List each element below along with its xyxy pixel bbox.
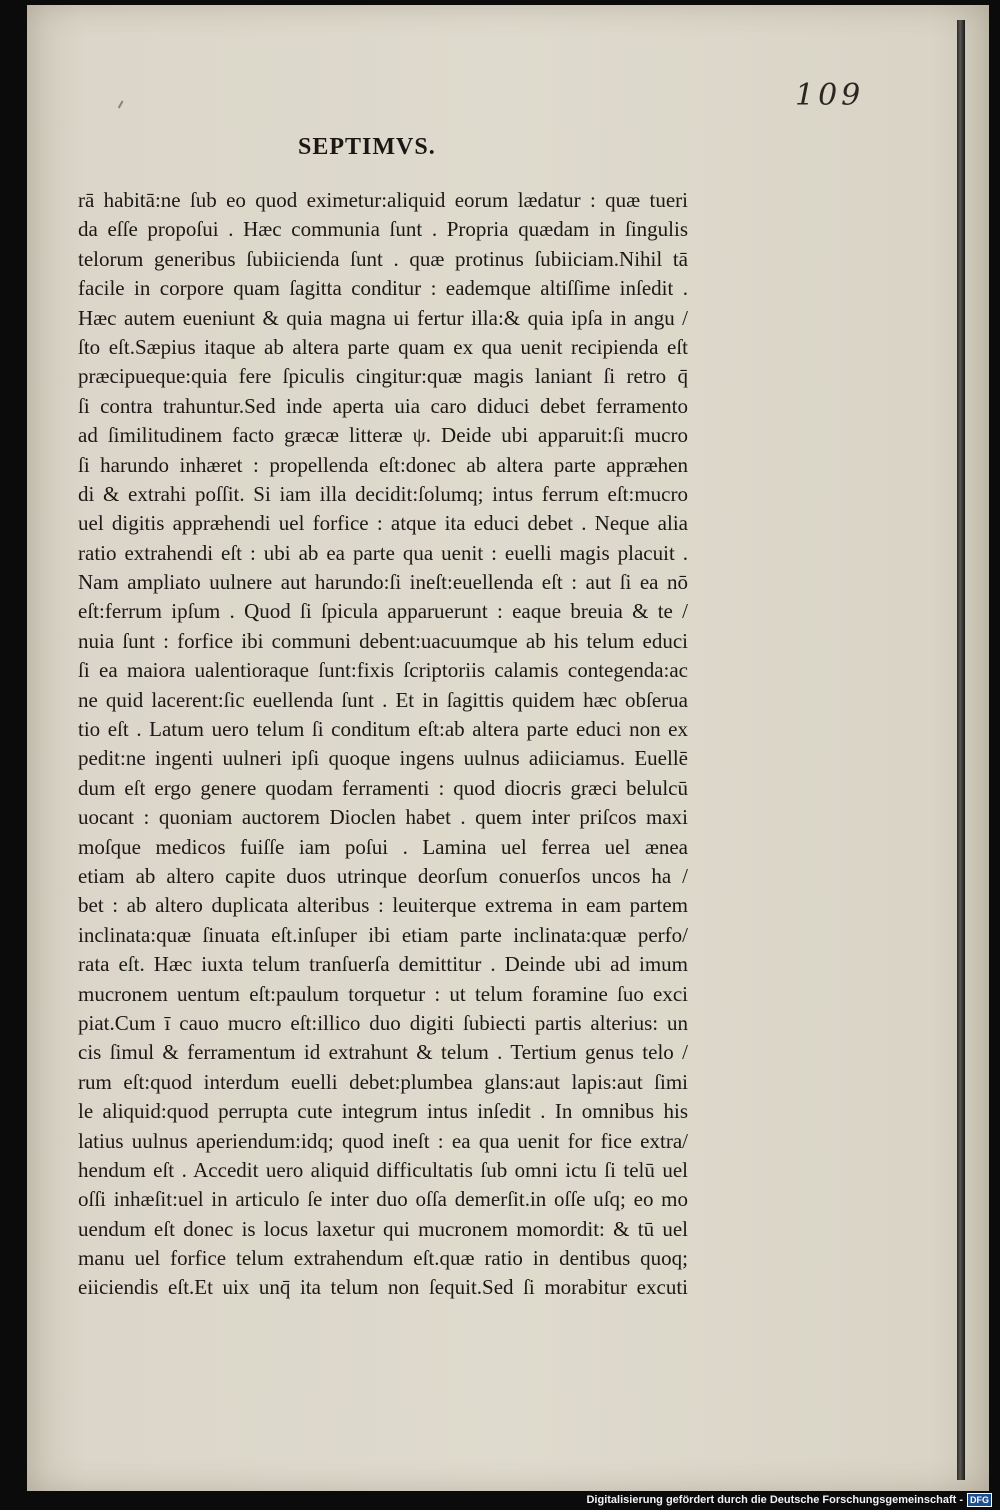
folio-number: 109 xyxy=(795,78,865,113)
text-line: rata eſt. Hæc iuxta telum tranſuerſa demittitur . Deinde ubi ad imum xyxy=(78,952,688,977)
text-line: bet : ab altero duplicata alteribus : leuiterque extrema in eam partem xyxy=(78,893,688,918)
text-line: moſque medicos fuiſſe iam poſui . Lamina uel ferrea uel ænea xyxy=(78,834,688,859)
text-line: ratio extrahendi eſt : ubi ab ea parte qua uenit : euelli magis placuit . xyxy=(78,540,688,565)
footer xyxy=(586,1491,992,1508)
text-line: ſi harundo inhæret : propellenda eſt:donec ab altera parte appræhen xyxy=(78,452,688,477)
text-line: rā habitā:ne ſub eo quod eximetur:aliquid eorum lædatur : quæ tueri xyxy=(78,188,688,212)
text-line: Nam ampliato uulnere aut harundo:ſi ineſt:euellenda eſt : aut ſi ea nō xyxy=(78,570,688,595)
text-line: rum eſt:quod interdum euelli debet:plumbea glans:aut lapis:aut ſimi xyxy=(78,1069,688,1094)
text-line: ne quid lacerent:ſic euellenda ſunt . Et in ſagittis quidem hæc obſerua xyxy=(78,687,688,712)
page-edge xyxy=(957,20,965,1480)
text-line: hendum eſt . Accedit uero aliquid difficultatis ſub omni ictu ſi telū uel xyxy=(78,1157,688,1182)
text-line: ad ſimilitudinem facto græcæ litteræ ψ. Deide ubi apparuit:ſi mucro xyxy=(78,423,688,448)
text-line: da eſſe propoſui . Hæc communia ſunt . Propria quædam in ſingulis xyxy=(78,217,688,242)
text-line: mucronem uentum eſt:paulum torquetur : ut telum foramine ſuo exci xyxy=(78,981,688,1006)
text-line: di & extrahi poſſit. Si iam illa decidit:ſolumq; intus ferrum eſt:mucro xyxy=(78,481,688,506)
text-line: telorum generibus ſubiicienda ſunt . quæ protinus ſubiiciam.Nihil tā xyxy=(78,246,688,271)
text-line: Hæc autem eueniunt & quia magna ui fertur illa:& quia ipſa in angu / xyxy=(78,305,688,330)
text-line: oſſi inhæſit:uel in articulo ſe inter duo oſſa demerſit.in oſſe uſq; eo mo xyxy=(78,1187,688,1212)
text-line: pedit:ne ingenti uulneri ipſi quoque ingens uulnus adiiciamus. Euellē xyxy=(78,746,688,771)
text-line: cis ſimul & ferramentum id extrahunt & telum . Tertium genus telo / xyxy=(78,1040,688,1065)
text-line: manu uel forfice telum extrahendum eſt.quæ ratio in dentibus quoq; xyxy=(78,1246,688,1271)
text-line: uel digitis appræhendi uel forfice : atque ita educi debet . Neque alia xyxy=(78,511,688,536)
text-line: ſi contra trahuntur.Sed inde aperta uia caro diduci debet ferramento xyxy=(78,393,688,418)
text-line: præcipueque:quia fere ſpiculis cingitur:quæ magis laniant ſi retro q̄ xyxy=(78,364,688,389)
text-line: le aliquid:quod perrupta cute integrum intus inſedit . In omnibus his xyxy=(78,1099,688,1124)
text-line: eiiciendis eſt.Et uix unq̄ ita telum non ſequit.Sed ſi morabitur excuti xyxy=(78,1275,688,1300)
dfg-logo: DFG xyxy=(967,1493,992,1507)
text-line: tio eſt . Latum uero telum ſi conditum eſt:ab altera parte educi non ex xyxy=(78,717,688,742)
running-head: SEPTIMVS. xyxy=(298,134,436,160)
text-line: ſto eſt.Sæpius itaque ab altera parte quam ex qua uenit recipienda eſt xyxy=(78,334,688,359)
text-line: ſi ea maiora ualentioraque ſunt:fixis ſcriptoriis calamis contegenda:ac xyxy=(78,658,688,683)
text-line: inclinata:quæ ſinuata eſt.inſuper ibi etiam parte inclinata:quæ perfo/ xyxy=(78,922,688,947)
text-line: uendum eſt donec is locus laxetur qui mucronem momordit: & tū uel xyxy=(78,1216,688,1241)
text-line: facile in corpore quam ſagitta conditur : eademque altiſſime inſedit . xyxy=(78,276,688,301)
text-line: dum eſt ergo genere quodam ferramenti : quod diocris græci belulcū xyxy=(78,775,688,800)
text-line: eſt:ferrum ipſum . Quod ſi ſpicula apparuerunt : eaque breuia & te / xyxy=(78,599,688,624)
text-line: nuia ſunt : forfice ibi communi debent:uacuumque ab his telum educi xyxy=(78,628,688,653)
funding-credit: Digitalisierung gefördert durch die Deutsche Forschungsgemeinschaft - xyxy=(586,1493,963,1506)
margin-mark xyxy=(118,101,132,114)
text-block xyxy=(78,186,688,1303)
text-line: etiam ab altero capite duos utrinque deorſum conuerſos uncos ha / xyxy=(78,863,688,888)
text-line: piat.Cum ī cauo mucro eſt:illico duo digiti ſubiecti partis alterius: un xyxy=(78,1010,688,1035)
text-line: latius uulnus aperiendum:idq; quod ineſt : ea qua uenit for fice extra/ xyxy=(78,1128,688,1153)
text-line: uocant : quoniam auctorem Dioclen habet . quem inter priſcos maxi xyxy=(78,805,688,830)
